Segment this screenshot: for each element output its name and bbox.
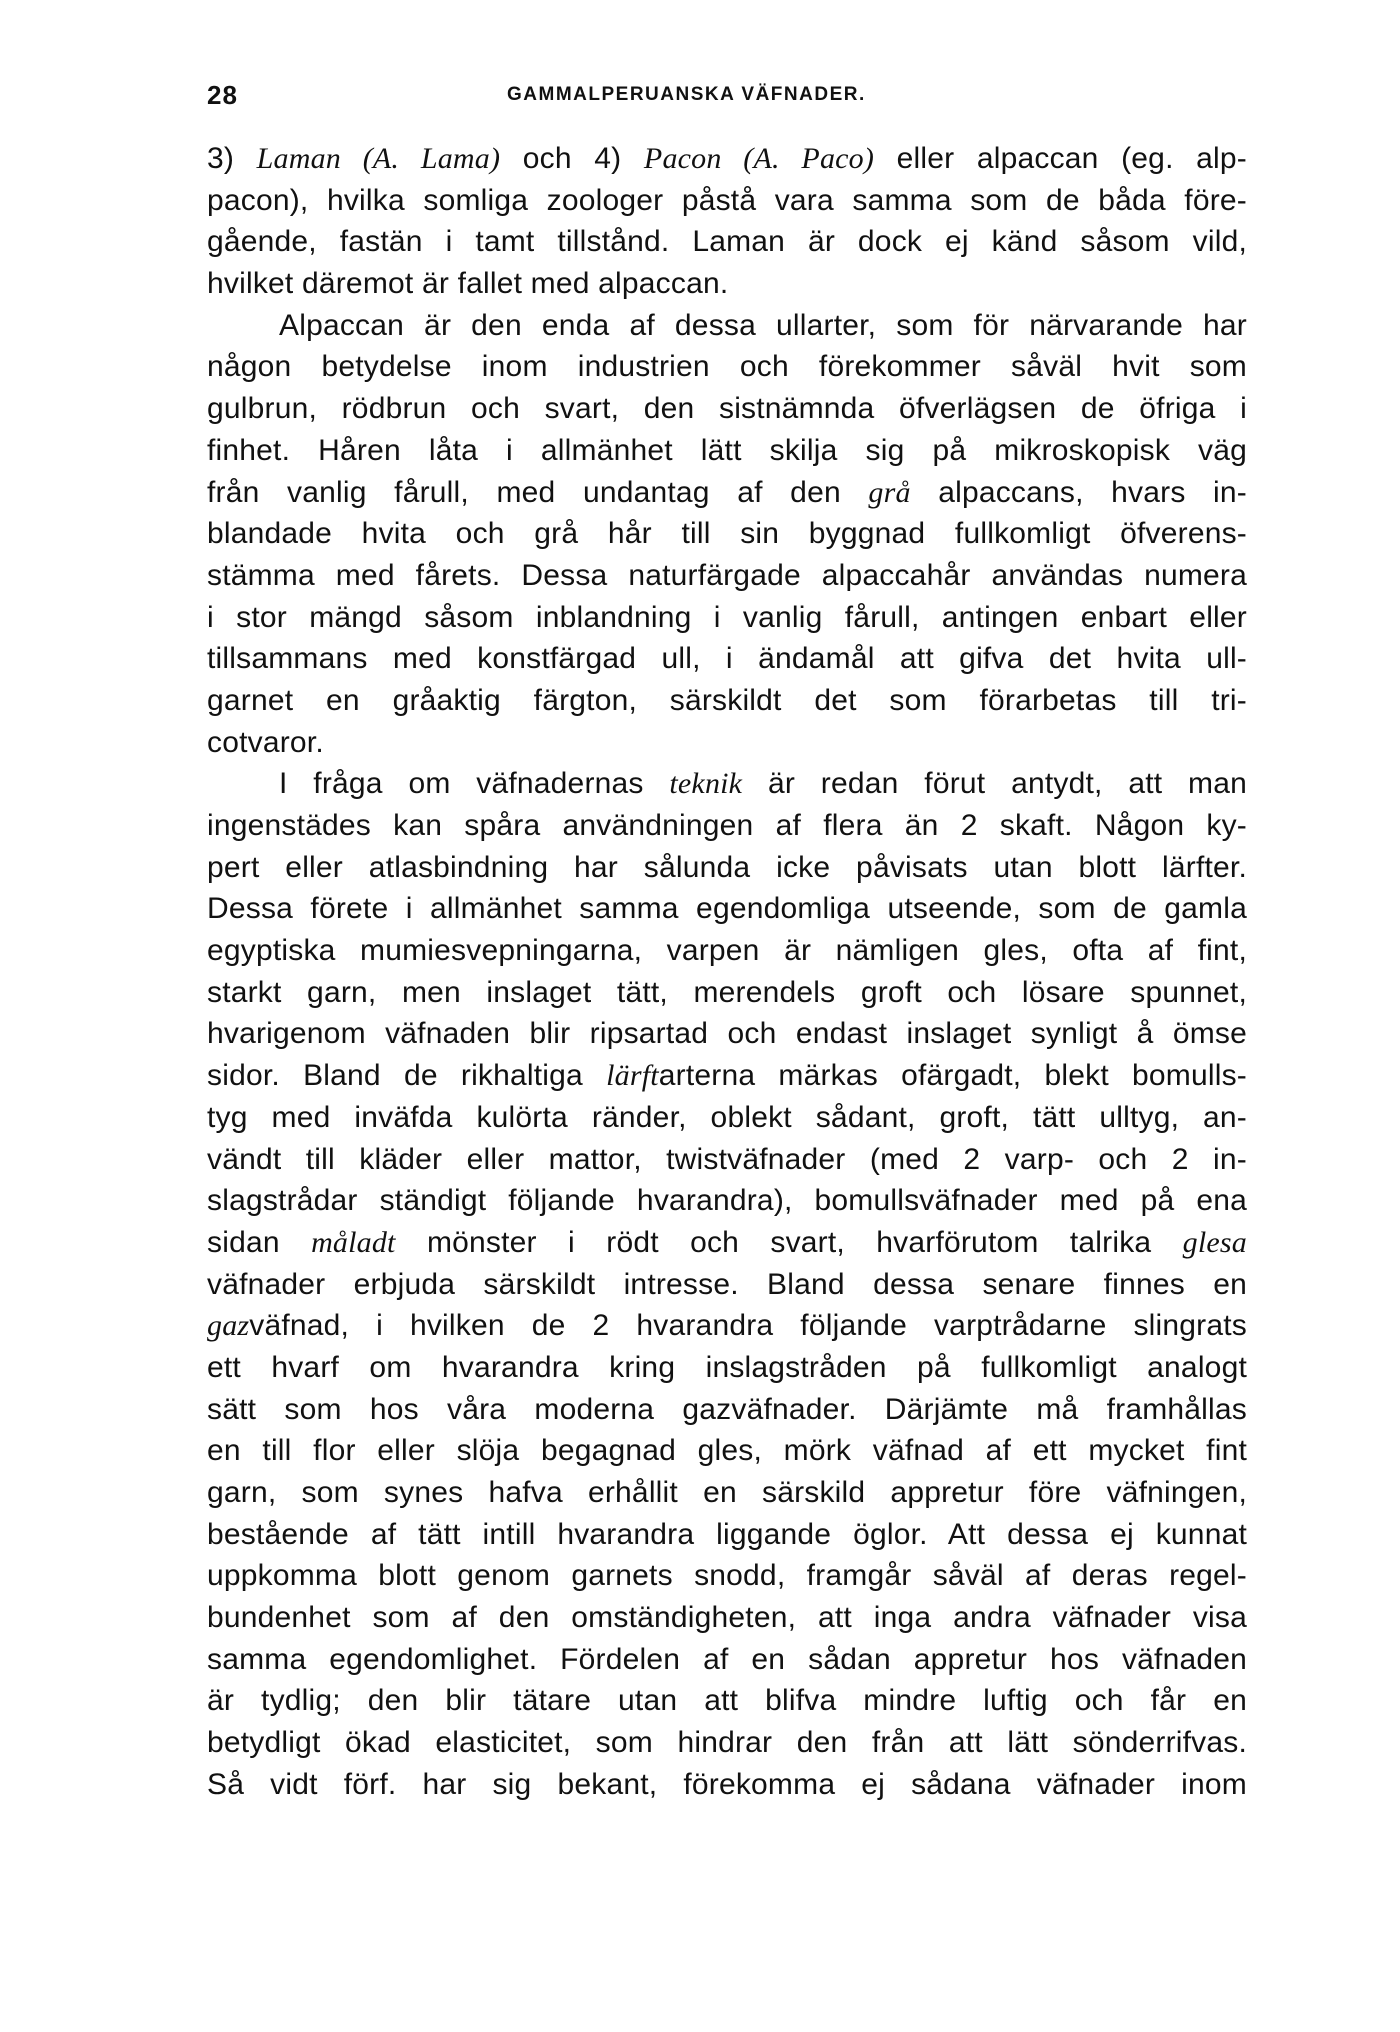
page-number: 28: [207, 80, 238, 110]
italic-text: måladt: [311, 1225, 396, 1259]
text-line: [207, 1013, 1247, 1055]
text-line: [207, 1139, 1247, 1181]
text-line: [207, 221, 1247, 263]
text-span: bundenhet som af den omständigheten, att inga andra väfnader visa: [207, 1601, 1247, 1635]
text-line: [207, 513, 1247, 555]
text-line: [207, 1639, 1247, 1681]
italic-text: gaz: [207, 1309, 250, 1343]
text-line: [207, 680, 1247, 722]
text-line: [207, 346, 1247, 388]
text-span: i stor mängd såsom inblandning i vanlig fårull, antingen enbart eller: [207, 600, 1247, 634]
text-line: [207, 1389, 1247, 1431]
text-line: [207, 722, 1247, 764]
text-span: samma egendomlighet. Fördelen af en sådan appretur hos väfnaden: [207, 1642, 1247, 1676]
text-line: [207, 638, 1247, 680]
text-line: [207, 1347, 1247, 1389]
text-line: [207, 1430, 1247, 1472]
text-line: [207, 1097, 1247, 1139]
text-line: [207, 888, 1247, 930]
italic-text: lärft: [606, 1059, 659, 1093]
text-span: gående, fastän i tamt tillstånd. Laman är dock ej känd såsom vild,: [207, 225, 1247, 259]
text-line: [207, 1472, 1247, 1514]
text-span: någon betydelse inom industrien och förekommer såväl hvit som: [207, 350, 1247, 384]
text-span: sidor. Bland de rikhaltiga: [207, 1059, 607, 1093]
text-line: [207, 1222, 1247, 1264]
text-line: [207, 388, 1247, 430]
text-span: cotvaror.: [207, 725, 324, 759]
text-line: [207, 472, 1247, 514]
text-line: [207, 930, 1247, 972]
text-line: [207, 847, 1247, 889]
text-span: och 4): [500, 142, 644, 175]
running-head: GAMMALPERUANSKA VÄFNADER.: [507, 84, 866, 105]
text-span: egyptiska mumiesvepningarna, varpen är nämligen gles, ofta af fint,: [207, 934, 1247, 968]
text-line: [207, 972, 1247, 1014]
text-span: stämma med fårets. Dessa naturfärgade alpaccahår användas numera: [207, 558, 1247, 592]
text-span: ingenstädes kan spåra användningen af flera än 2 skaft. Någon ky-: [207, 809, 1247, 842]
italic-text: glesa: [1182, 1225, 1247, 1259]
text-line: [207, 263, 1247, 305]
text-line: [207, 1597, 1247, 1639]
text-span: 3): [207, 142, 257, 175]
text-span: hvilket däremot är fallet med alpaccan.: [207, 267, 729, 301]
page: [207, 80, 1247, 1806]
text-span: Alpaccan är den enda af dessa ullarter, som för närvarande har: [279, 308, 1247, 342]
text-span: en till flor eller slöja begagnad gles, mörk väfnad af ett mycket fint: [207, 1434, 1247, 1468]
text-span: väfnad, i hvilken de 2 hvarandra följande varptrådarne slingrats: [249, 1309, 1247, 1343]
text-span: starkt garn, men inslaget tätt, merendels groft och lösare spunnet,: [207, 975, 1247, 1009]
text-line: [207, 1722, 1247, 1764]
text-line: [207, 1764, 1247, 1806]
body-text: [207, 138, 1247, 1806]
text-span: mönster i rödt och svart, hvarförutom talrika: [395, 1225, 1183, 1259]
text-line: [207, 138, 1247, 180]
text-span: hvarigenom väfnaden blir ripsartad och endast inslaget synligt å ömse: [207, 1017, 1247, 1051]
text-span: bestående af tätt intill hvarandra liggande öglor. Att dessa ej kunnat: [207, 1517, 1247, 1551]
text-line: [207, 555, 1247, 597]
page-header: [207, 80, 1247, 120]
text-line: [207, 1680, 1247, 1722]
text-span: sätt som hos våra moderna gazväfnader. Därjämte må framhållas: [207, 1392, 1247, 1426]
text-span: I fråga om väfnadernas: [279, 767, 670, 801]
italic-text: Laman (A. Lama): [256, 142, 501, 175]
italic-text: teknik: [669, 767, 743, 801]
text-line: [207, 305, 1247, 347]
text-line: [207, 1555, 1247, 1597]
text-line: [207, 1180, 1247, 1222]
text-line: [207, 805, 1247, 847]
text-span: tillsammans med konstfärgad ull, i ändamål att gifva det hvita ull-: [207, 642, 1247, 676]
text-span: alpaccans, hvars in-: [910, 475, 1247, 509]
text-span: garn, som synes hafva erhållit en särskild appretur före väfningen,: [207, 1476, 1247, 1509]
italic-text: grå: [868, 475, 911, 509]
text-span: gulbrun, rödbrun och svart, den sistnämnda öfverlägsen de öfriga i: [207, 392, 1247, 426]
text-span: vändt till kläder eller mattor, twistväfnader (med 2 varp- och 2 in-: [207, 1142, 1247, 1176]
text-span: finhet. Håren låta i allmänhet lätt skilja sig på mikroskopisk väg: [207, 433, 1247, 467]
text-span: pert eller atlasbindning har sålunda icke påvisats utan blott lärfter.: [207, 850, 1247, 884]
text-span: pacon), hvilka somliga zoologer påstå vara samma som de båda före-: [207, 183, 1247, 217]
text-line: [207, 1055, 1247, 1097]
text-span: garnet en gråaktig färgton, särskildt det som förarbetas till tri-: [207, 683, 1247, 717]
text-line: [207, 180, 1247, 222]
text-span: ett hvarf om hvarandra kring inslagstråden på fullkomligt analogt: [207, 1350, 1247, 1384]
text-line: [207, 763, 1247, 805]
text-span: eller alpaccan (eg. alp-: [874, 142, 1247, 175]
text-span: slagstrådar ständigt följande hvarandra), bomullsväfnader med på ena: [207, 1184, 1247, 1218]
text-line: [207, 597, 1247, 639]
text-span: sidan: [207, 1225, 312, 1259]
text-span: blandade hvita och grå hår till sin byggnad fullkomligt öfverens-: [207, 517, 1247, 551]
italic-text: Pacon (A. Paco): [643, 142, 875, 175]
text-span: Så vidt förf. har sig bekant, förekomma ej sådana väfnader inom: [207, 1767, 1247, 1801]
text-line: [207, 1264, 1247, 1306]
text-span: är redan förut antydt, att man: [742, 767, 1247, 801]
text-span: Dessa förete i allmänhet samma egendomliga utseende, som de gamla: [207, 892, 1247, 926]
text-span: uppkomma blott genom garnets snodd, framgår såväl af deras regel-: [207, 1559, 1247, 1593]
text-span: betydligt ökad elasticitet, som hindrar den från att lätt sönderrifvas.: [207, 1726, 1247, 1760]
text-line: [207, 1514, 1247, 1556]
text-line: [207, 1305, 1247, 1347]
text-span: från vanlig fårull, med undantag af den: [207, 475, 869, 509]
text-span: arterna märkas ofärgadt, blekt bomulls-: [658, 1059, 1247, 1093]
text-span: är tydlig; den blir tätare utan att blifva mindre luftig och får en: [207, 1684, 1247, 1718]
text-span: tyg med inväfda kulörta ränder, oblekt sådant, groft, tätt ulltyg, an-: [207, 1100, 1247, 1134]
text-line: [207, 430, 1247, 472]
text-span: väfnader erbjuda särskildt intresse. Bland dessa senare finnes en: [207, 1267, 1247, 1301]
